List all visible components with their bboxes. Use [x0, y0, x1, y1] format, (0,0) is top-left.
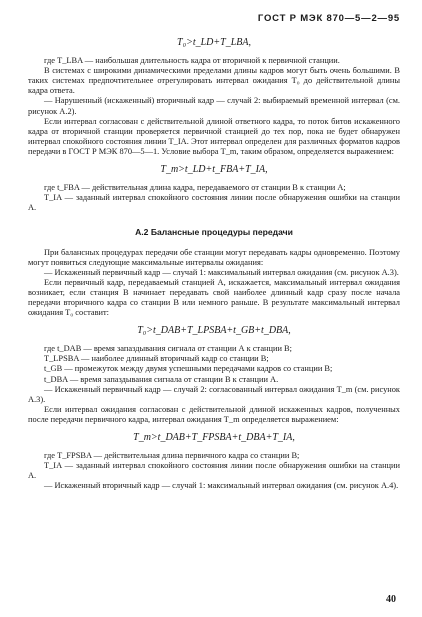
paragraph: где t_DAB — время запаздывания сигнала от станции А к станции В;	[44, 344, 292, 354]
paragraph: Если интервал ожидания согласован с действительной длиной искаженных кадров, полученных после передачи первичного кадра, интервал ожидания T_m определяется выражением:	[28, 404, 400, 424]
paragraph: В системах с широкими динамическими пределами длины кадров могут быть очень большими. В таких системах предпочтительнее отрегулировать интервал ожидания T₀ до действительной длины кадра ответа.	[28, 66, 400, 96]
page-number: 40	[386, 593, 396, 605]
formula-4: T_m>t_DAB+T_FPSBA+t_DBA+T_IA,	[133, 432, 295, 443]
paragraph: где T_FPSBA — действительная длина первичного кадра со станции В;	[44, 451, 300, 461]
paragraph: где T_LBA — наибольшая длительность кадра от вторичной к первичной станции.	[44, 56, 340, 66]
paragraph: Если интервал согласован с действительной длиной ответного кадра, то поток битов искаженного кадра от вторичной станции проверяется первичной станцией до тех пор, пока не будет обнаружен интервал спокойного состояния линии T_IA. Этот интервал определен для различных форматов кадров передачи в ГОСТ Р МЭК 870—5—1. Условие выбора T_m, таким образом, определяется выражением:	[28, 116, 400, 156]
paragraph: T_IA — заданный интервал спокойного состояния линии после обнаружения ошибки на станции А.	[28, 193, 400, 213]
paragraph: t_GB — промежуток между двумя успешными передачами кадров со станции В;	[44, 364, 333, 374]
formula-3: T₀>t_DAB+T_LPSBA+t_GB+t_DBA,	[137, 325, 291, 337]
paragraph: — Нарушенный (искаженный) вторичный кадр — случай 2: выбираемый временной интервал (см. рисунок А.2).	[28, 96, 400, 116]
paragraph: — Искаженный первичный кадр — случай 2: согласованный интервал ожидания T_m (см. рисунок А.3).	[28, 384, 400, 404]
paragraph: Если первичный кадр, передаваемый станцией А, искажается, максимальный интервал ожидания возникает, если станция В начинает передавать свой наиболее длинный кадр сразу после начала передачи вторичного кадра со станции В или немного раньше. В результате максимальный интервал ожидания T₀ составит:	[28, 277, 400, 318]
paragraph: t_DBA — время запаздывания сигнала от станции В к станции А.	[44, 374, 279, 384]
document-header: ГОСТ Р МЭК 870—5—2—95	[257, 13, 400, 24]
paragraph: При балансных процедурах передачи обе станции могут передавать кадры одновременно. Поэтому могут появиться следующие максимальные интервалы ожидания:	[28, 247, 400, 267]
section-title: А.2 Балансные процедуры передачи	[135, 227, 293, 238]
paragraph: T_IA — заданный интервал спокойного состояния линии после обнаружения ошибки на станции А.	[28, 461, 400, 481]
formula-1: T₀>t_LD+T_LBA,	[177, 37, 251, 48]
formula-2: T_m>t_LD+t_FBA+T_IA,	[160, 164, 268, 176]
paragraph: — Искаженный вторичный кадр — случай 1: максимальный интервал ожидания (см. рисунок А.4).	[44, 481, 399, 491]
paragraph: — Искаженный первичный кадр — случай 1: максимальный интервал ожидания (см. рисунок А.3).	[44, 267, 399, 277]
paragraph: где t_FBA — действительная длина кадра, передаваемого от станции В к станции А;	[44, 183, 346, 193]
paragraph: T_LPSBA — наиболее длинный вторичный кадр со станции В;	[44, 354, 269, 364]
